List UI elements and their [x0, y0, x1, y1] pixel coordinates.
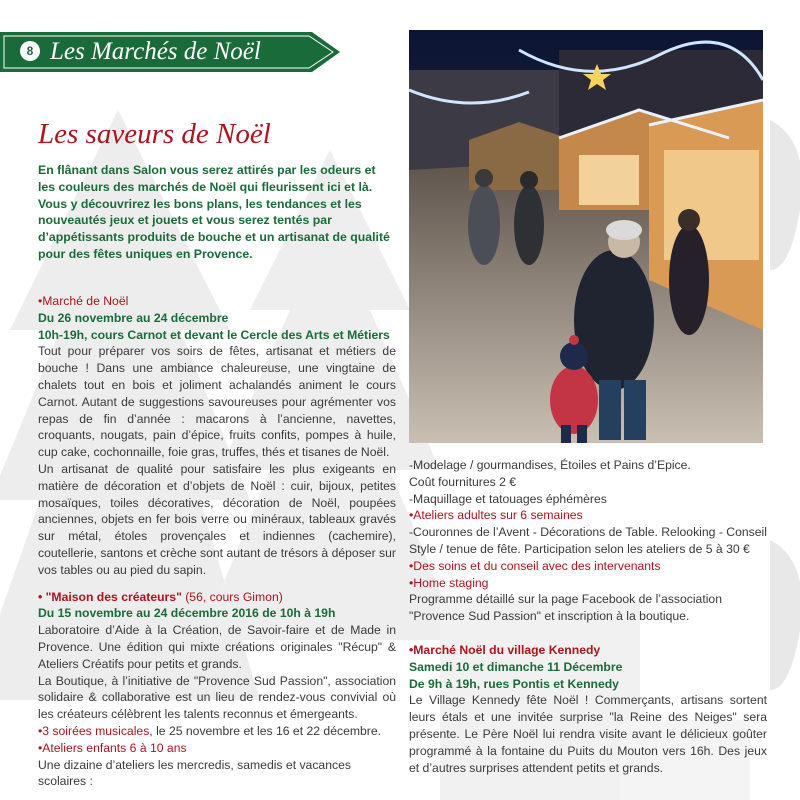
ateliers-enfants-text: Une dizaine d’ateliers les mercredis, samedis et vacances scolaires :	[38, 757, 351, 789]
kennedy-heading: •Marché Noël du village Kennedy	[409, 642, 601, 657]
christmas-market-photo	[409, 30, 763, 443]
programme-text: Programme détaillé sur la page Facebook de l’association "Provence Sud Passion" et inscription à la boutique.	[409, 592, 722, 624]
ornament-shape-right	[770, 120, 800, 270]
atelier-line-3: -Maquillage et tatouages éphémères	[409, 491, 607, 506]
kennedy-paragraph: Le Village Kennedy fête Noël ! Commerçants, artisans sortent leurs étals et une invitée surprise "la Reine des Neiges" sera présente. Le Père Noël lui rendra visite avant le délicieux goûter programmé à la fontaine du Puits du Mouton vers 16h. Des jeux et d’autres surprises attendent petits et grands.	[409, 693, 767, 775]
maison-heading: • "Maison des créateurs"	[38, 589, 182, 604]
marche-paragraph-2: Un artisanat de qualité pour satisfaire les plus exigeants en matière de décoration et d’objets de Noël : cuir, bijoux, petites mosaïques, toiles décoratives, décoration de Noël, poupées anciennes, objets en fer bois verre ou minéraux, tableaux gravés sur métal, étoles provençales et indiennes (cachemire), coutellerie, santons et crèche sont autant de trésors à déposer sur vos tables ou au pied du sapin.	[38, 461, 396, 577]
atelier-line-1: -Modelage / gourmandises, Étoiles et Pains d’Epice.	[409, 458, 691, 472]
kennedy-dates: Samedi 10 et dimanche 11 Décembre	[409, 659, 623, 674]
marche-heading: •Marché de Noël	[38, 294, 129, 308]
soirees-line	[38, 723, 396, 740]
maison-dates: Du 15 novembre au 24 décembre 2016 de 10h à 19h	[38, 606, 336, 621]
marche-hours: 10h-19h, cours Carnot et devant le Cercle des Arts et Métiers	[38, 327, 390, 342]
maison-paragraph-1: Laboratoire d’Aide à la Création, de Savoir-faire et de Made in Provence. Une édition qui mixte créations originales "Récup" & Ateliers Créatifs pour petits et grands.	[38, 623, 396, 671]
maison-heading-line	[38, 589, 396, 606]
left-column	[38, 293, 396, 790]
ateliers-enfants-heading: •Ateliers enfants 6 à 10 ans	[38, 740, 187, 755]
section-banner	[0, 32, 340, 72]
marche-dates: Du 26 novembre au 24 décembre	[38, 310, 229, 325]
ateliers-adultes-heading: •Ateliers adultes sur 6 semaines	[409, 508, 583, 523]
banner-title: Les Marchés de Noël	[50, 38, 261, 65]
intro-paragraph: En flânant dans Salon vous serez attirés par les odeurs et les couleurs des marchés de Noël qui fleurissent ici et là. Vous y découvrirez les bons plans, les tendances et les nouveautés jeux et jouets et vous serez tentés par d’appétissants produits de bouche et un artisanat de qualité pour des fêtes uniques en Provence.	[38, 163, 390, 261]
marche-paragraph-1: Tout pour préparer vos soirs de fêtes, artisanat et métiers de bouche ! Dans une ambiance chaleureuse, une vingtaine de chalets tout en bois et joliment achalandés animent le cours Carnot. Autant de suggestions savoureuses pour agrémenter vos repas de fin d’année : macarons à l’ancienne, navettes, croquants, nougats, pain d’épice, fruits confits, pompes à huile, cup cake, cochonnaille, foie gras, truffes, thés et tisanes de Noël.	[38, 344, 396, 460]
atelier-line-2: Coût fournitures 2 €	[409, 474, 517, 489]
maison-paragraph-2: La Boutique, à l’initiative de "Provence Sud Passion", association solidaire & collaborative est un lieu de rendez-vous convivial où les créateurs célèbrent les talents reconnus et émergeants.	[38, 673, 396, 722]
kennedy-hours: De 9h à 19h, rues Pontis et Kennedy	[409, 676, 619, 691]
soins-heading: •Des soins et du conseil avec des intervenants	[409, 558, 661, 573]
soirees-text: , le 25 novembre et les 16 et 22 décembre.	[149, 723, 381, 738]
home-staging-heading: •Home staging	[409, 575, 489, 590]
maison-address: (56, cours Gimon)	[181, 589, 283, 604]
photo-illustration	[409, 30, 763, 443]
section-title: Les saveurs de Noël	[38, 118, 271, 150]
soirees-label: •3 soirées musicales	[38, 723, 150, 738]
right-column	[409, 457, 767, 776]
atelier-line-5: -Couronnes de l’Avent - Décorations de Table. Relooking - Conseil Style / tenue de fête. Participation selon les ateliers de 5 à 30 €	[409, 525, 767, 556]
ornament-shape-right-2	[770, 540, 800, 690]
page-number-badge: 8	[20, 41, 40, 61]
